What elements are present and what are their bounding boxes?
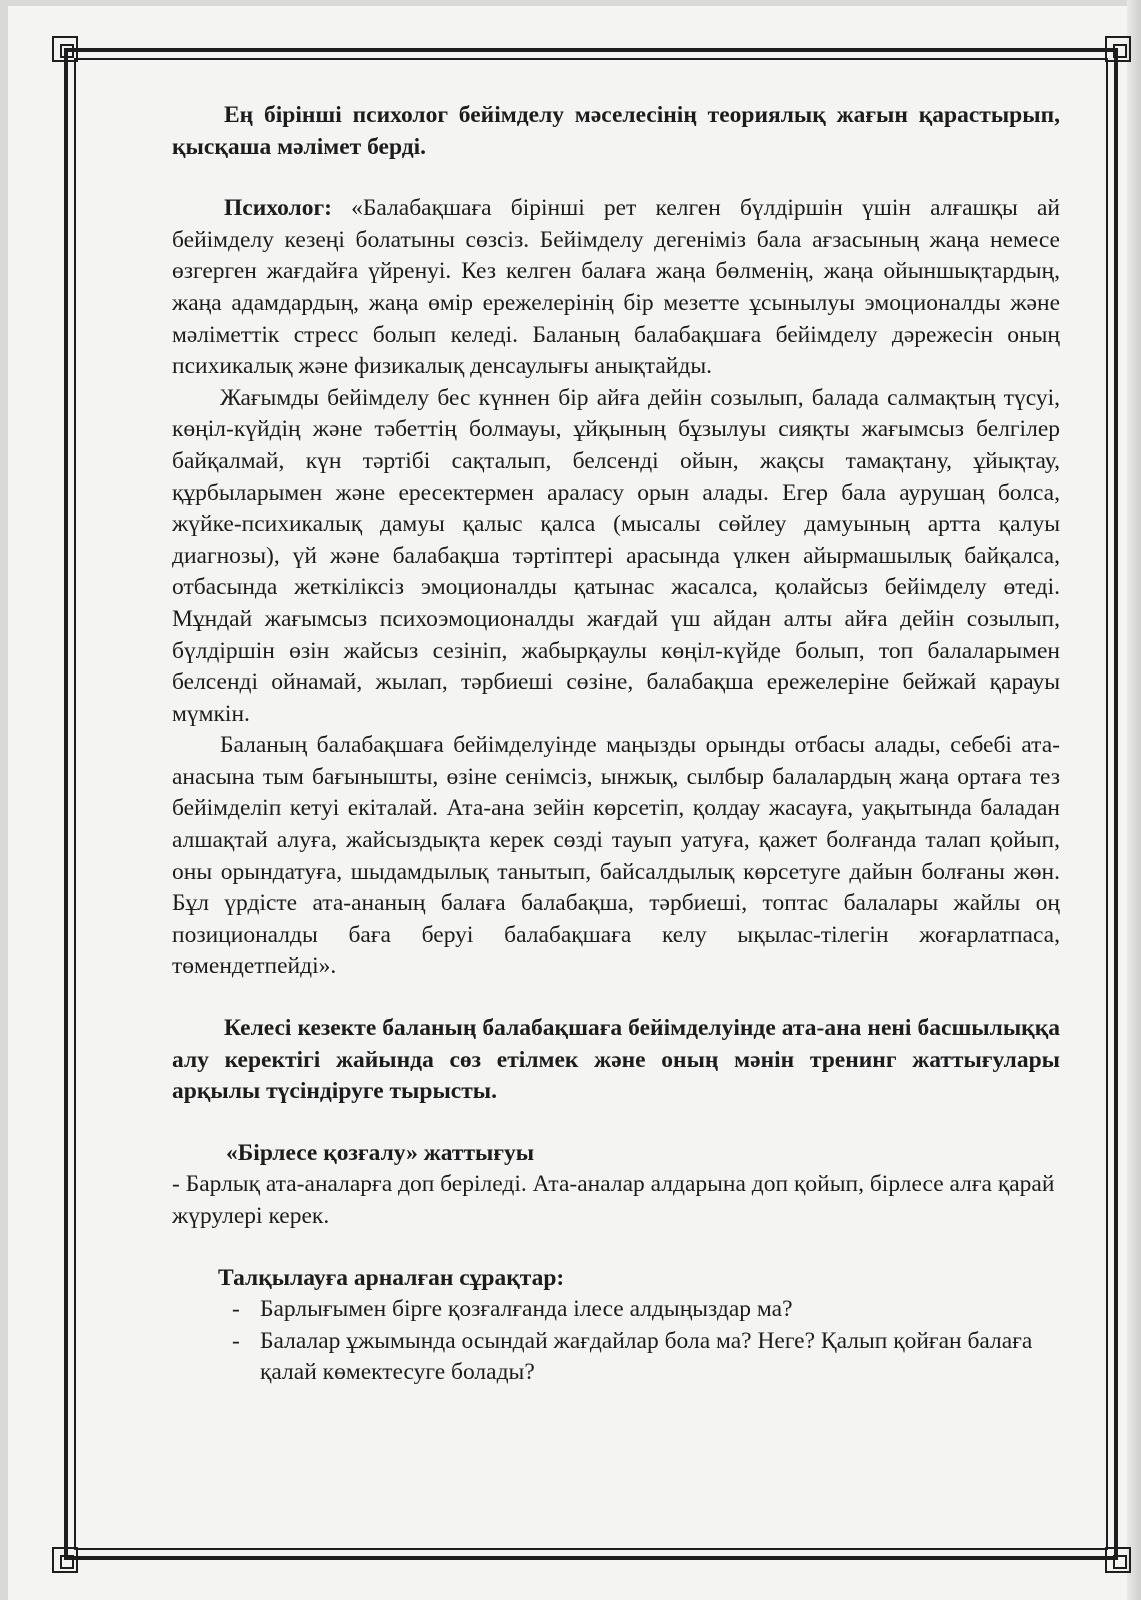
questions-heading: Талқылауға арналған сұрақтар: (218, 1264, 565, 1291)
next-section-paragraph: Келесі кезекте баланың балабақшаға бейімделуінде ата-ана нені басшылыққа алу керектігі жайында сөз етілмек және оның мәнін тренинг жаттығулары арқылы түсіндіруге тырысты. (172, 1015, 1060, 1105)
psychologist-text: «Балабақшаға бірінші рет келген бүлдіршін үшін алғашқы ай бейімделу кезеңі болатыны сөзсіз. Бейімделу дегеніміз бала ағзасының жаңа немесе өзгерген жағдайға үйренуі. Кез келген балаға жаңа бөлменің, жаңа ойыншықтардың, жаңа адамдардың, жаңа өмір ережелерінің бір мезетте ұсынылуы эмоционалды және мәліметтік стресс болып келеді. Баланың балабақшаға бейімделу дәрежесін оның психикалық және физикалық денсаулығы анықтайды. (172, 195, 1061, 380)
page-edge-shadow (1127, 0, 1141, 1600)
border-corner-ornament (52, 1547, 78, 1573)
psychologist-paragraph (172, 193, 1060, 383)
border-corner-ornament (1105, 36, 1131, 62)
paragraph-family-role: Баланың балабақшаға бейімделуінде маңызды орынды отбасы алады, себебі ата-анасына тым бағынышты, өзіне сенімсіз, ынжық, сылбыр балалардың жаңа ортаға тез бейімделіп кетуі екіталай. Ата-ана зейін көрсетіп, қолдау жасауға, уақытында баладан алшақтай алуға, жайсыздықта керек сөзді тауып уатуға, қажет болғанда талап қойып, оны орындатуға, шыдамдылық танытып, байсалдылық көрсетуге дайын болғаны жөн. Бұл үрдісте ата-ананың балаға балабақша, тәрбиеші, топтас балалары жайлы оң позиционалды баға беруі балабақшаға келу ықылас-тілегін жоғарлатпаса, төмендетпейді». (172, 732, 1060, 980)
question-item (172, 1294, 1060, 1326)
list-dash: - (232, 1296, 240, 1323)
list-dash: - (232, 1327, 240, 1354)
border-corner-ornament (1105, 1547, 1131, 1573)
question-text: Балалар ұжымында осындай жағдайлар бола ма? Неге? Қалып қойған балаға қалай көмектесуге болады? (260, 1327, 1033, 1386)
paragraph-positive-adaptation: Жағымды бейімделу бес күннен бір айға дейін созылып, балада салмақтың түсуі, көңіл-күйдің және тәбеттің болмауы, ұйқының бұзылуы сияқты жағымсыз белгілер байқалмай, күн тәртібі сақталып, белсенді ойын, жақсы тамақтану, ұйықтау, құрбыларымен және ересектермен араласу орын алады. Егер бала аурушаң болса, жүйке-психикалық дамуы қалыс қалса (мысалы сөйлеу дамуының артта қалуы диагнозы), үй және балабақша тәртіптері арасында үлкен айырмашылық байқалса, отбасында жеткіліксіз эмоционалды қатынас жасалса, қолайсыз бейімделу өтеді. Мұндай жағымсыз психоэмоционалды жағдай үш айдан алты айға дейін созылып, бүлдіршін өзін жайсыз сезініп, жабырқаулы көңіл-күйде болып, топ балаларымен белсенді ойнамай, жылап, тәрбиеші сөзіне, балабақша ережелеріне бейжай қарауы мүмкін. (172, 384, 1060, 727)
document-body (172, 100, 1060, 1389)
psychologist-label: Психолог: (224, 195, 332, 222)
intro-paragraph: Ең бірінші психолог бейімделу мәселесінің теориялық жағын қарастырып, қысқаша мәлімет берді. (172, 102, 1060, 160)
question-text: Барлығымен бірге қозғалғанда ілесе алдыңыздар ма? (260, 1296, 793, 1323)
exercise-title: «Бірлесе қозғалу» жаттығуы (226, 1139, 535, 1166)
border-corner-ornament (52, 36, 78, 62)
question-item (172, 1326, 1060, 1389)
exercise-instruction: - Барлық ата-аналарға доп беріледі. Ата-аналар алдарына доп қойып, бірлесе алға қарай жүрулері керек. (172, 1171, 1055, 1229)
